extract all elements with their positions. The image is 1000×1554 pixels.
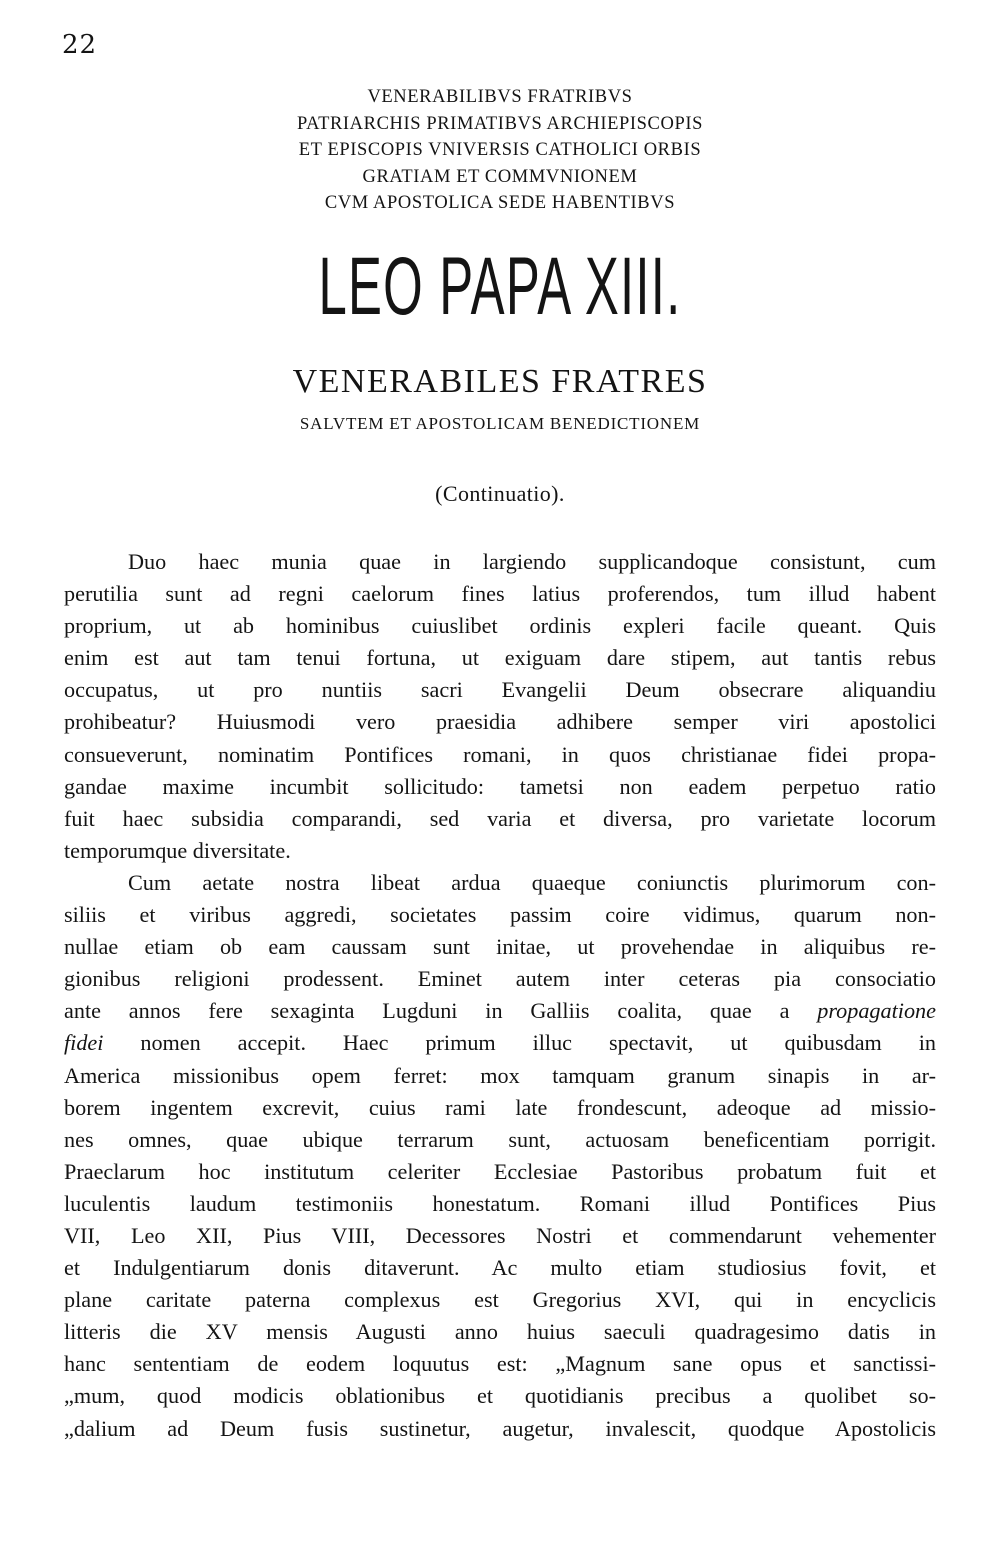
- text-line: Praeclarum hoc institutum celeriter Ecclesiae Pastoribus probatum fuit et: [64, 1158, 936, 1184]
- body-text: [64, 546, 936, 1445]
- text-line: litteris die XV mensis Augusti anno huius saeculi quadragesimo datis in: [64, 1319, 936, 1345]
- text-line: prohibeatur? Huiusmodi vero praesidia adhibere semper viri apostolici: [64, 709, 936, 735]
- text-line: [64, 1027, 936, 1059]
- text-line: borem ingentem excrevit, cuius rami late frondescunt, adeoque ad missio-: [64, 1094, 936, 1120]
- address-line: VENERABILIBVS FRATRIBVS: [367, 87, 633, 107]
- text-line: occupatus, ut pro nuntiis sacri Evangelii Deum obsecrare aliquandiu: [64, 677, 936, 703]
- address-line: ET EPISCOPIS VNIVERSIS CATHOLICI ORBIS: [298, 140, 702, 160]
- text-line: luculentis laudum testimoniis honestatum. Romani illud Pontifices Pius: [64, 1190, 936, 1216]
- text-line: perutilia sunt ad regni caelorum fines latius proferendos, tum illud habent: [64, 581, 936, 607]
- text-line: et Indulgentiarum donis ditaverunt. Ac multo etiam studiosius fovit, et: [64, 1255, 936, 1281]
- text-line: America missionibus opem ferret: mox tamquam granum sinapis in ar-: [64, 1062, 936, 1088]
- text-segment: ante annos fere sexaginta Lugduni in Galliis coalita, quae a: [64, 998, 818, 1024]
- address-block: [0, 84, 1000, 217]
- text-segment: nomen accepit. Haec primum illuc spectavit, ut quibusdam in: [103, 1030, 936, 1056]
- text-line: siliis et viribus aggredi, societates passim coire vidimus, quarum non-: [64, 902, 936, 928]
- text-line: enim est aut tam tenui fortuna, ut exiguam dare stipem, aut tantis rebus: [64, 645, 936, 671]
- greeting-heading: VENERABILES FRATRES: [292, 363, 708, 400]
- text-line: Cum aetate nostra libeat ardua quaeque coniunctis plurimorum con-: [128, 869, 936, 895]
- text-line: consueverunt, nominatim Pontifices romani, in quos christianae fidei propa-: [64, 741, 936, 767]
- italic-text: propagatione: [817, 998, 936, 1024]
- text-line: hanc sententiam de eodem loquutus est: „Magnum sane opus et sanctissi-: [64, 1351, 936, 1377]
- text-line: Duo haec munia quae in largiendo supplicandoque consistunt, cum: [128, 549, 936, 574]
- text-line: nes omnes, quae ubique terrarum sunt, actuosam beneficentiam porrigit.: [64, 1126, 936, 1152]
- text-line: „dalium ad Deum fusis sustinetur, augetur, invalescit, quodque Apostolicis: [64, 1415, 936, 1441]
- text-line: temporumque diversitate.: [64, 837, 291, 863]
- text-line: gionibus religioni prodessent. Eminet autem inter ceteras pia consociatio: [64, 966, 936, 992]
- text-line: „mum, quod modicis oblationibus et quotidianis precibus a quolibet so-: [64, 1383, 936, 1409]
- text-line: VII, Leo XII, Pius VIII, Decessores Nostri et commendarunt vehementer: [64, 1222, 936, 1248]
- italic-text: fidei: [64, 1030, 104, 1056]
- address-line: CVM APOSTOLICA SEDE HABENTIBVS: [324, 193, 676, 213]
- pope-name-heading: LEO PAPA XIII.: [318, 241, 682, 332]
- text-line: nullae etiam ob eam caussam sunt initae, ut provehendae in aliquibus re-: [64, 934, 936, 960]
- text-line: [64, 995, 936, 1027]
- page-number: 22: [62, 30, 98, 60]
- text-line: gandae maxime incumbit sollicitudo: tametsi non eadem perpetuo ratio: [64, 773, 936, 799]
- text-line: proprium, ut ab hominibus cuiuslibet ordinis expleri facile queant. Quis: [64, 613, 936, 639]
- address-line: PATRIARCHIS PRIMATIBVS ARCHIEPISCOPIS: [296, 113, 703, 134]
- salutation-line: SALVTEM ET APOSTOLICAM BENEDICTIONEM: [299, 414, 701, 433]
- text-line: plane caritate paterna complexus est Gregorius XVI, qui in encyclicis: [64, 1287, 936, 1313]
- text-line: fuit haec subsidia comparandi, sed varia et diversa, pro varietate locorum: [64, 805, 936, 831]
- address-line: GRATIAM ET COMMVNIONEM: [362, 166, 638, 187]
- continuatio-label: (Continuatio).: [435, 481, 565, 506]
